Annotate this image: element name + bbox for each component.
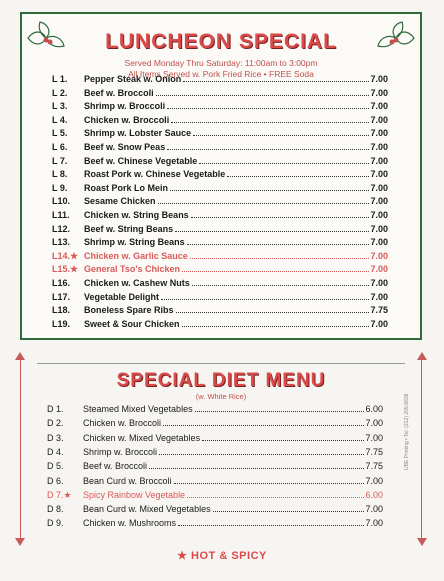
item-code: L11. (52, 210, 70, 220)
menu-item-row (47, 418, 383, 432)
item-name: Beef w. Snow Peas (84, 142, 166, 152)
dot-leader (170, 190, 369, 191)
menu-item-row (52, 292, 388, 306)
dot-leader (158, 203, 370, 204)
item-code: D 3. (47, 432, 64, 443)
item-code: L 8. (52, 169, 68, 180)
item-code: L 5. (52, 128, 68, 139)
menu-item-row (52, 224, 388, 238)
item-name: Boneless Spare Ribs (84, 305, 174, 316)
menu-item-row (47, 490, 383, 504)
item-price: 7.00 (370, 142, 388, 152)
item-name: Spicy Rainbow Vegetable (83, 489, 186, 500)
dot-leader (182, 271, 369, 272)
dot-leader (183, 81, 369, 82)
item-code: L 3. (52, 101, 68, 112)
menu-item-row (52, 251, 388, 265)
item-code: L 2. (52, 87, 68, 98)
item-code: D 1. (47, 404, 64, 414)
item-name: Bean Curd w. Mixed Vegetables (83, 504, 211, 515)
item-code: L10. (52, 196, 71, 207)
dot-leader (191, 217, 370, 218)
diet-top-rule (37, 363, 405, 364)
item-code: D 6. (47, 475, 64, 486)
dot-leader (167, 108, 369, 109)
item-price: 7.00 (370, 182, 388, 193)
menu-item-row (47, 433, 383, 447)
item-name: Chicken w. Broccoli (83, 418, 162, 429)
menu-item-row (52, 278, 388, 292)
item-code: L16. (52, 278, 71, 288)
menu-item-row (52, 183, 388, 197)
item-code: L 1. (52, 74, 68, 84)
item-price: 7.00 (365, 432, 383, 443)
dot-leader (171, 122, 369, 123)
item-name: Beef w. String Beans (84, 223, 174, 234)
menu-item-row (52, 305, 388, 319)
item-name: Shrimp w. Lobster Sauce (84, 128, 192, 139)
dot-leader (175, 231, 369, 232)
item-code: L13. (52, 237, 71, 248)
item-price: 7.00 (365, 518, 383, 529)
luncheon-note: All Items Served w. Pork Fried Rice • FREE Soda (128, 69, 314, 79)
item-name: Beef w. Broccoli (84, 87, 154, 98)
item-code: L19. (52, 318, 71, 329)
item-code: L 4. (52, 114, 68, 125)
dot-leader (192, 285, 370, 286)
item-code: L14.★ (52, 250, 79, 261)
item-name: Sesame Chicken (84, 196, 156, 207)
item-name: Beef w. Chinese Vegetable (84, 155, 198, 166)
menu-item-row (52, 101, 388, 115)
dot-leader (182, 326, 370, 327)
menu-item-row (47, 476, 383, 490)
item-name: Chicken w. Broccoli (84, 114, 170, 125)
printer-credit: UBE Printing • Tel: (212) 205-8838 (404, 393, 410, 470)
item-code: L 9. (52, 182, 68, 193)
item-code: D 5. (47, 461, 64, 472)
dot-leader (213, 511, 365, 512)
dot-leader (187, 497, 364, 498)
menu-item-row (47, 404, 383, 418)
item-name: Steamed Mixed Vegetables (83, 404, 193, 414)
dot-leader (202, 440, 364, 441)
item-code: L15.★ (52, 264, 79, 275)
menu-item-row (52, 142, 388, 156)
frame-arrow-down-icon (417, 538, 427, 546)
item-name: Vegetable Delight (84, 291, 160, 302)
menu-item-row (52, 169, 388, 183)
item-price: 7.00 (370, 291, 388, 302)
special-diet-panel (20, 360, 422, 538)
menu-item-row (52, 128, 388, 142)
item-price: 7.00 (370, 87, 388, 98)
item-name: Chicken w. Mixed Vegetables (83, 432, 201, 443)
menu-item-row (52, 210, 388, 224)
item-name: Chicken w. String Beans (84, 210, 189, 220)
item-code: D 4. (47, 446, 64, 457)
item-price: 7.00 (370, 114, 388, 125)
item-name: Beef w. Broccoli (83, 461, 148, 472)
item-name: Roast Pork Lo Mein (84, 182, 169, 193)
item-code: D 9. (47, 518, 64, 529)
item-price: 7.00 (370, 237, 388, 248)
item-price: 7.00 (370, 318, 388, 329)
item-price: 7.00 (365, 475, 383, 486)
dot-leader (149, 468, 364, 469)
item-price: 6.00 (365, 404, 383, 414)
item-price: 7.00 (365, 418, 383, 429)
item-price: 7.00 (370, 223, 388, 234)
item-price: 7.75 (370, 305, 388, 316)
item-code: D 2. (47, 418, 64, 429)
diet-subtitle: (w. White Rice) (195, 392, 247, 401)
dot-leader (159, 454, 364, 455)
item-code: D 7.★ (47, 489, 72, 500)
frame-arrow-up-icon (15, 352, 25, 360)
menu-item-row (52, 319, 388, 333)
item-name: Shrimp w. Broccoli (83, 446, 158, 457)
dot-leader (187, 244, 370, 245)
item-code: D 8. (47, 504, 64, 515)
luncheon-hours: Served Monday Thru Saturday: 11:00am to 3:00pm (124, 58, 318, 68)
item-name: Shrimp w. Broccoli (84, 101, 166, 112)
item-price: 7.00 (370, 196, 388, 207)
item-price: 7.00 (370, 169, 388, 180)
item-code: L17. (52, 291, 71, 302)
dot-leader (161, 299, 369, 300)
item-name: Roast Pork w. Chinese Vegetable (84, 169, 226, 180)
item-name: Bean Curd w. Broccoli (83, 475, 172, 486)
item-price: 7.00 (370, 278, 388, 288)
dot-leader (227, 176, 369, 177)
item-name: General Tso's Chicken (84, 264, 181, 275)
item-name: Shrimp w. String Beans (84, 237, 185, 248)
menu-item-row (52, 115, 388, 129)
dot-leader (178, 525, 364, 526)
menu-item-row (47, 447, 383, 461)
menu-item-row (52, 264, 388, 278)
luncheon-title: LUNCHEON SPECIAL (105, 30, 337, 53)
dot-leader (176, 312, 370, 313)
item-code: L18. (52, 305, 71, 316)
item-name: Pepper Steak w. Onion (84, 74, 182, 84)
item-code: L 6. (52, 142, 68, 152)
luncheon-special-panel (20, 12, 422, 340)
item-price: 7.00 (370, 210, 388, 220)
item-price: 7.00 (365, 504, 383, 515)
dot-leader (167, 149, 369, 150)
item-price: 7.00 (370, 155, 388, 166)
item-price: 7.75 (365, 446, 383, 457)
menu-item-row (52, 156, 388, 170)
frame-arrow-up-icon (417, 352, 427, 360)
item-name: Sweet & Sour Chicken (84, 318, 180, 329)
menu-item-row (47, 504, 383, 518)
dot-leader (163, 425, 364, 426)
dot-leader (190, 258, 370, 259)
dot-leader (195, 411, 365, 412)
item-price: 7.75 (365, 461, 383, 472)
menu-item-row (47, 461, 383, 475)
menu-item-row (52, 237, 388, 251)
menu-item-row (52, 74, 388, 88)
menu-item-row (47, 518, 383, 532)
item-price: 6.00 (365, 489, 383, 500)
item-code: L12. (52, 223, 71, 234)
menu-item-row (52, 88, 388, 102)
item-price: 7.00 (370, 250, 388, 261)
frame-arrow-down-icon (15, 538, 25, 546)
item-code: L 7. (52, 155, 68, 166)
dot-leader (199, 163, 369, 164)
item-price: 7.00 (370, 101, 388, 112)
item-name: Chicken w. Cashew Nuts (84, 278, 190, 288)
item-price: 7.00 (370, 74, 388, 84)
item-price: 7.00 (370, 128, 388, 139)
item-price: 7.00 (370, 264, 388, 275)
dot-leader (193, 135, 369, 136)
item-name: Chicken w. Mushrooms (83, 518, 177, 529)
hot-spicy-legend: ★ HOT & SPICY (177, 550, 267, 562)
diet-title: SPECIAL DIET MENU (116, 370, 326, 391)
item-name: Chicken w. Garlic Sauce (84, 250, 188, 261)
menu-item-row (52, 196, 388, 210)
dot-leader (156, 95, 370, 96)
dot-leader (174, 483, 365, 484)
